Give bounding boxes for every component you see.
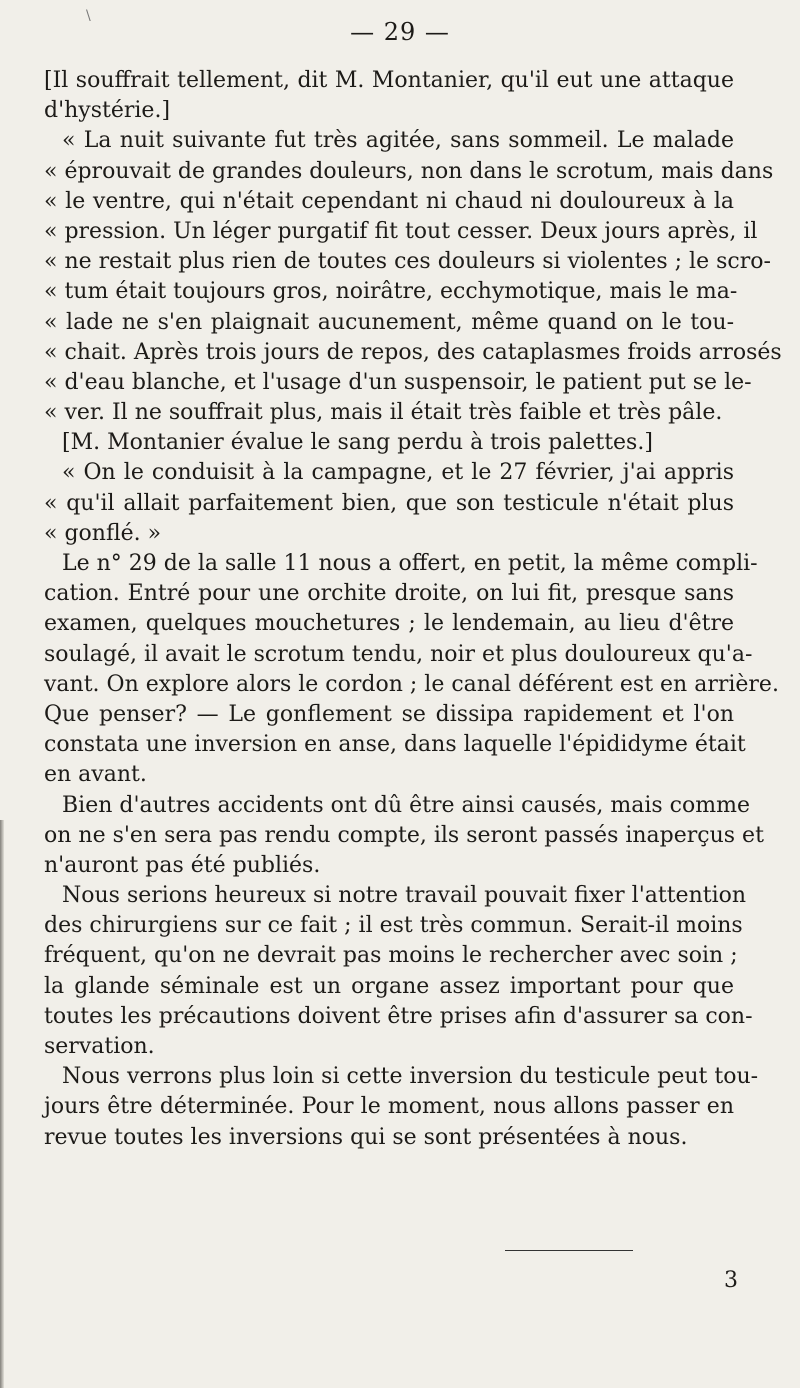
text-line: « On le conduisit à la campagne, et le 27 février, j'ai appris (62, 460, 734, 486)
text-line: Que penser? — Le gonflement se dissipa rapidement et l'on (44, 701, 734, 727)
text-line: « ver. Il ne souffrait plus, mais il était très faible et très pâle. (44, 400, 723, 426)
signature-mark: 3 (724, 1268, 738, 1293)
text-line: « tum était toujours gros, noirâtre, ecchymotique, mais le ma- (44, 279, 738, 305)
text-line: fréquent, qu'on ne devrait pas moins le rechercher avec soin ; (44, 943, 738, 969)
text-line: « éprouvait de grandes douleurs, non dans le scrotum, mais dans (44, 158, 774, 184)
text-line: [M. Montanier évalue le sang perdu à trois palettes.] (62, 430, 653, 456)
text-line: constata une inversion en anse, dans laquelle l'épididyme était (44, 732, 746, 758)
text-line: « lade ne s'en plaignait aucunement, même quand on le tou- (44, 309, 734, 335)
text-line: cation. Entré pour une orchite droite, on lui fit, presque sans (44, 581, 734, 607)
text-line: revue toutes les inversions qui se sont présentées à nous. (44, 1124, 688, 1150)
text-line: « pression. Un léger purgatif fit tout cesser. Deux jours après, il (44, 218, 758, 244)
text-line: « chait. Après trois jours de repos, des cataplasmes froids arrosés (44, 339, 782, 365)
text-line: Bien d'autres accidents ont dû être ainsi causés, mais comme (62, 792, 750, 818)
text-line: Le n° 29 de la salle 11 nous a offert, en petit, la même compli- (62, 551, 758, 576)
text-line: des chirurgiens sur ce fait ; il est très commun. Serait-il moins (44, 913, 743, 939)
text-line: examen, quelques mouchetures ; le lendemain, au lieu d'être (44, 611, 734, 637)
text-line: « La nuit suivante fut très agitée, sans sommeil. Le malade (62, 128, 734, 154)
text-line: « ne restait plus rien de toutes ces douleurs si violentes ; le scro- (44, 249, 771, 275)
text-line: la glande séminale est un organe assez important pour que (44, 973, 734, 999)
page-edge-shadow (0, 820, 4, 1388)
top-margin-mark: \ (86, 8, 91, 24)
text-line: vant. On explore alors le cordon ; le canal déférent est en arrière. (44, 671, 779, 697)
text-line: « gonflé. » (44, 520, 162, 546)
text-line: « qu'il allait parfaitement bien, que son testicule n'était plus (44, 490, 734, 516)
text-line: soulagé, il avait le scrotum tendu, noir et plus douloureux qu'a- (44, 641, 753, 667)
body-text (44, 66, 782, 1153)
text-line: jours être déterminée. Pour le moment, nous allons passer en (44, 1094, 734, 1120)
text-line: « d'eau blanche, et l'usage d'un suspensoir, le patient put se le- (44, 369, 752, 395)
text-line: « le ventre, qui n'était cependant ni chaud ni douloureux à la (44, 188, 734, 214)
text-line: [Il souffrait tellement, dit M. Montanier, qu'il eut une attaque (44, 68, 734, 93)
text-line: servation. (44, 1034, 155, 1059)
text-line: on ne s'en sera pas rendu compte, ils seront passés inaperçus et (44, 822, 764, 848)
text-line: n'auront pas été publiés. (44, 852, 321, 878)
page-number: — 29 — (350, 18, 450, 46)
footer-rule (505, 1250, 633, 1251)
text-line: Nous serions heureux si notre travail pouvait fixer l'attention (62, 883, 747, 909)
text-line: toutes les précautions doivent être prises afin d'assurer sa con- (44, 1003, 753, 1029)
text-line: Nous verrons plus loin si cette inversion du testicule peut tou- (62, 1064, 759, 1090)
text-line: en avant. (44, 762, 147, 788)
text-line: d'hystérie.] (44, 98, 171, 124)
